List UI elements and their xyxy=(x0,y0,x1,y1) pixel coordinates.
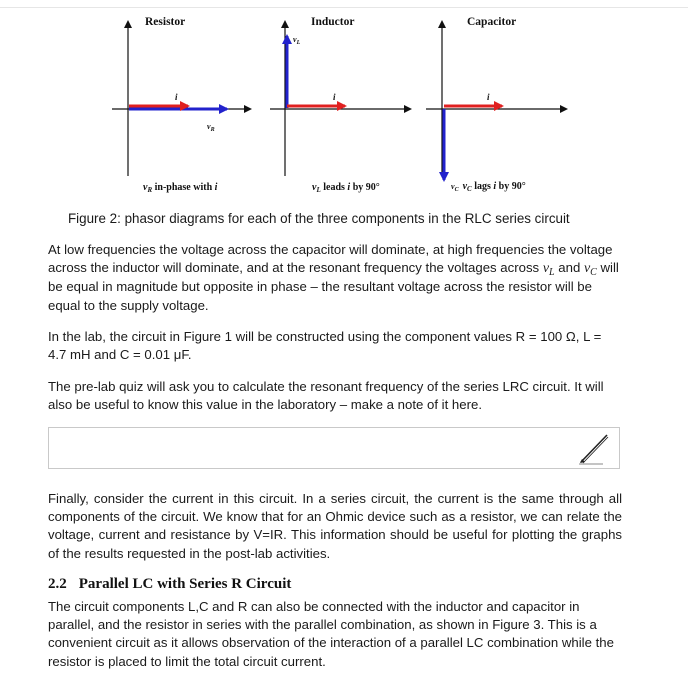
paragraph-parallel-lc: The circuit components L,C and R can also be connected with the inductor and capacitor in parallel, and the resistor in series with the parallel combination, as shown in Figure 3. This is a convenient circuit as it allows observation of the interaction of a parallel LC combination while the resistor is placed to limit the total circuit current. xyxy=(48,599,614,669)
capacitor-caption: $v_C$ $v_C$ lags i by 90° xyxy=(451,181,526,193)
phasor-diagram xyxy=(0,0,688,205)
capacitor-current-label: i xyxy=(487,92,490,102)
resistor-title: Resistor xyxy=(145,16,186,28)
paragraph-component-values: In the lab, the circuit in Figure 1 will be constructed using the component values R = 100 Ω, L = 4.7 mH and C = 0.01 μF. xyxy=(48,329,602,363)
inductor-panel xyxy=(270,16,410,194)
p1-text-a: At low frequencies the voltage across the capacitor will dominate, at high frequencies the voltage across the inductor will dominate, and at the resonant frequency the voltages across xyxy=(48,242,613,276)
paragraph-prelab-quiz: The pre-lab quiz will ask you to calculate the resonant frequency of the series LRC circuit. It will also be useful to know this value in the laboratory – make a note of it here. xyxy=(48,379,604,413)
var-vl: $v_L$ xyxy=(542,261,555,279)
capacitor-panel xyxy=(426,16,566,193)
var-vc: $v_C$ xyxy=(583,261,597,279)
section-number: 2.2 xyxy=(48,576,67,592)
p1-text-b: and xyxy=(554,260,584,276)
resistor-current-label: i xyxy=(175,92,178,102)
inductor-caption: $v_L$ leads i by 90° xyxy=(312,182,380,194)
pencil-icon[interactable] xyxy=(577,430,613,466)
resistor-panel xyxy=(112,16,250,194)
section-title: Parallel LC with Series R Circuit xyxy=(78,576,292,592)
capacitor-title: Capacitor xyxy=(467,16,517,28)
section-heading xyxy=(48,576,291,593)
inductor-current-label: i xyxy=(333,92,336,102)
p1-text-c: will be equal in magnitude but opposite in phase – the resultant voltage across the resistor will be equal to the supply voltage. xyxy=(48,260,619,313)
inductor-voltage-label: $v_L$ xyxy=(293,35,301,46)
resistor-voltage-label: $v_R$ xyxy=(207,122,215,133)
figure-caption: Figure 2: phasor diagrams for each of the three components in the RLC series circuit xyxy=(68,211,570,226)
resonant-frequency-note-field[interactable] xyxy=(48,427,620,469)
resistor-caption: $v_R$ in-phase with i xyxy=(143,182,218,194)
paragraph-frequency-dominance xyxy=(48,241,622,315)
paragraph-current-ohmic: Finally, consider the current in this circuit. In a series circuit, the current is the same through all components of the circuit. We know that for an Ohmic device such as a resistor, we can relate the voltage, current and resistance by V=IR. This information should be useful for plotting the graphs of the results requested in the post-lab activities. xyxy=(48,491,622,561)
inductor-title: Inductor xyxy=(311,16,355,28)
